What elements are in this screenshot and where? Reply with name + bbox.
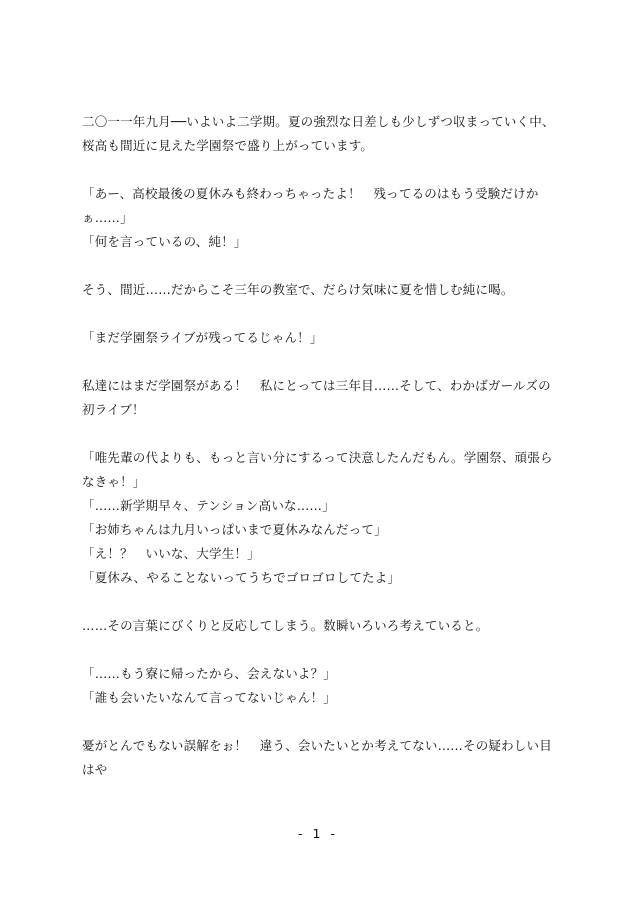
paragraph-gap <box>82 350 556 374</box>
paragraph-gap <box>82 254 556 278</box>
paragraph-dialogue-group: 「唯先輩の代よりも、もっと言い分にするって決意したんだもん。学園祭、頑張らなきゃ！」 「……新学期早々、テンション高いな……」 「お姉ちゃんは九月いっぱいまで夏休みなんだって」 「え！？ いいな、大学生！」 「夏休み、やることないってうちでゴロゴロしてたよ」 <box>82 450 553 585</box>
paragraph-gap <box>82 590 556 614</box>
paragraph-gap <box>82 302 556 326</box>
body-text <box>82 110 556 782</box>
paragraph-opening: 二〇一一年九月──いよいよ二学期。夏の強烈な日差しも少しずつ収まっていく中、桜高も間近に見えた学園祭で盛り上がっています。 <box>82 114 555 153</box>
paragraph-gap <box>82 638 556 662</box>
paragraph-gap <box>82 710 556 734</box>
paragraph-narration-festival: 私達にはまだ学園祭がある！ 私にとっては三年目……そして、わかばガールズの初ライブ！ <box>82 378 551 417</box>
paragraph-dialogue-dorm: 「……もう寮に帰ったから、会えないよ？」 「誰も会いたいなんて言ってないじゃん！」 <box>82 666 337 705</box>
paragraph-narration-reaction: ……その言葉にびくりと反応してしまう。数瞬いろいろ考えていると。 <box>82 618 489 633</box>
paragraph-dialogue-summer: 「あー、高校最後の夏休みも終わっちゃったよ！ 残ってるのはもう受験だけかぁ……」 「何を言っているの、純！」 <box>82 186 539 249</box>
page-number: - 1 - <box>298 826 338 841</box>
paragraph-narration-classroom: そう、間近……だからこそ三年の教室で、だらけ気味に夏を惜しむ純に喝。 <box>82 282 514 297</box>
paragraph-dialogue-live: 「まだ学園祭ライブが残ってるじゃん！」 <box>82 330 323 345</box>
paragraph-narration-misunderstanding: 憂がとんでもない誤解をぉ！ 違う、会いたいとか考えてない……その疑わしい目はや <box>82 738 552 777</box>
paragraph-gap <box>82 158 556 182</box>
paragraph-gap <box>82 422 556 446</box>
